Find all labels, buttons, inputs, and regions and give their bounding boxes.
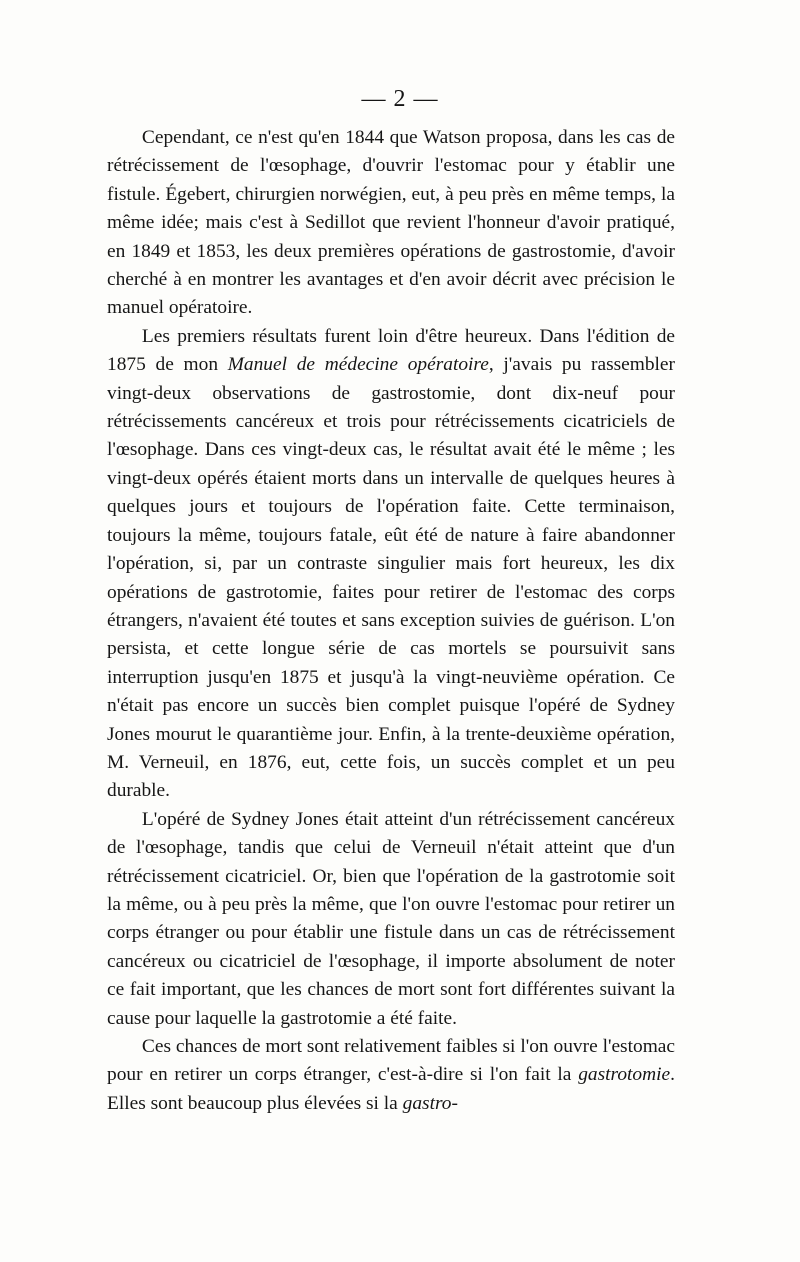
paragraph-4-text-b: . Elles sont beaucoup plus élevées si la: [107, 1064, 675, 1114]
paragraph-2-text-b: , j'avais pu rassembler vingt-deux observations de gastrostomie, dont dix-neuf pour rétrécissements cancéreux et trois pour rétrécissements cicatriciels de l'œsophage. Dans ces vingt-deux cas, le résultat avait été le même ; les vingt-deux opérés étaient morts dans un intervalle de quelques heures à quelques jours et toujours de l'opération faite. Cette terminaison, toujours la même, toujours fatale, eût été de nature à faire abandonner l'opération, si, par un contraste singulier mais fort heureux, les dix opérations de gastrotomie, faites pour retirer de l'estomac des corps étrangers, n'avaient été toutes et sans exception suivies de guérison. L'on persista, et cette longue série de cas mortels se poursuivit sans interruption jusqu'en 1875 et jusqu'à la vingt-neuvième opération. Ce n'était pas encore un succès bien complet puisque l'opéré de Sydney Jones mourut le quarantième jour. Enfin, à la trente-deuxième opération, M. Verneuil, en 1876, eut, cette fois, un succès complet et un peu durable.: [107, 354, 675, 802]
term-italic-gastrotomie: gastrotomie: [578, 1064, 671, 1086]
paragraph-4: [107, 1033, 675, 1118]
paragraph-4-text-a: Ces chances de mort sont relativement faibles si l'on ouvre l'estomac pour en retirer un corps étranger, c'est-à-dire si l'on fait la: [107, 1036, 675, 1086]
body-text: [107, 124, 675, 1118]
term-italic-gastro: gastro-: [402, 1092, 458, 1114]
page-number: — 2 —: [361, 86, 439, 112]
paragraph-1: [107, 124, 675, 323]
paragraph-3-text: L'opéré de Sydney Jones était atteint d'un rétrécissement cancéreux de l'œsophage, tandis que celui de Verneuil n'était atteint que d'un rétrécissement cicatriciel. Or, bien que l'opération de la gastrotomie soit la même, ou à peu près la même, que l'on ouvre l'estomac pour retirer un corps étranger ou pour établir une fistule dans un cas de rétrécissement cancéreux ou cicatriciel de l'œsophage, il importe absolument de noter ce fait important, que les chances de mort sont fort différentes suivant la cause pour laquelle la gastrotomie a été faite.: [107, 808, 675, 1029]
paragraph-2: [107, 323, 675, 806]
paragraph-3: [107, 806, 675, 1033]
book-title-italic: Manuel de médecine opératoire: [227, 354, 489, 376]
paragraph-1-text: Cependant, ce n'est qu'en 1844 que Watson proposa, dans les cas de rétrécissement de l'œsophage, d'ouvrir l'estomac pour y établir une fistule. Égebert, chirurgien norwégien, eut, à peu près en même temps, la même idée; mais c'est à Sedillot que revient l'honneur d'avoir pratiqué, en 1849 et 1853, les deux premières opérations de gastrostomie, d'avoir cherché à en montrer les avantages et d'en avoir décrit avec précision le manuel opératoire.: [107, 127, 675, 319]
paragraph-2-text-a: Les premiers résultats furent loin d'être heureux. Dans l'édition de 1875 de mon: [107, 325, 675, 376]
